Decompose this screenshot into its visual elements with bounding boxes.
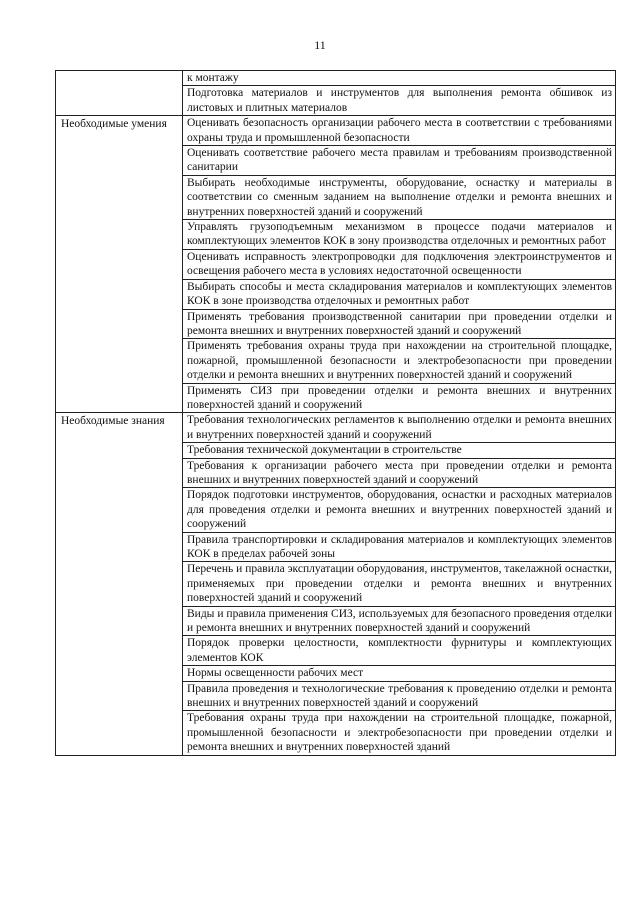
table-cell: Виды и правила применения СИЗ, используемых для безопасного проведения отделки и ремонта внешних и внутренних поверхностей зданий и сооружений [183,606,616,636]
table-cell: Правила транспортировки и складирования материалов и комплектующих элементов КОК в пределах рабочей зоны [183,532,616,562]
table-cell: Перечень и правила эксплуатации оборудования, инструментов, такелажной оснастки, применяемых при проведении отделки и ремонта внешних и внутренних поверхностей зданий и сооружений [183,562,616,606]
table-cell: Требования технической документации в строительстве [183,443,616,458]
table-cell: Требования технологических регламентов к выполнению отделки и ремонта внешних и внутренних поверхностей зданий и сооружений [183,413,616,443]
table-row [56,413,616,443]
category-cell-skills: Необходимые умения [56,116,183,413]
page-number: 11 [314,38,326,52]
table-cell: Применять требования производственной санитарии при проведении отделки и ремонта внешних и внутренних поверхностей зданий и сооружений [183,309,616,339]
table-cell: Выбирать необходимые инструменты, оборудование, оснастку и материалы в соответствии со сменным заданием на выполнение отделки и ремонта внешних и внутренних поверхностей зданий и сооружений [183,175,616,219]
table-cell: Порядок подготовки инструментов, оборудования, оснастки и расходных материалов для проведения отделки и ремонта внешних и внутренних поверхностей зданий и сооружений [183,488,616,532]
table-cell: Нормы освещенности рабочих мест [183,666,616,681]
table-cell: Управлять грузоподъемным механизмом в процессе подачи материалов и комплектующих элементов КОК в зону производства отделочных и ремонтных работ [183,220,616,250]
table-cell: Правила проведения и технологические требования к проведению отделки и ремонта внешних и внутренних поверхностей зданий и сооружений [183,681,616,711]
table-cell: Требования охраны труда при нахождении на строительной площадке, пожарной, промышленной безопасности и электробезопасности при проведении отделки и ремонта внешних и внутренних поверхностей зданий [183,711,616,755]
table-cell: Порядок проверки целостности, комплектности фурнитуры и комплектующих элементов КОК [183,636,616,666]
table-cell: Оценивать исправность электропроводки для подключения электроинструментов и освещения рабочего места в условиях недостаточной освещенности [183,249,616,279]
category-cell-continued [56,71,183,116]
table-row [56,71,616,86]
table-cell: Требования к организации рабочего места при проведении отделки и ремонта внешних и внутренних поверхностей зданий и сооружений [183,458,616,488]
table-cell: Применять требования охраны труда при нахождении на строительной площадке, пожарной, промышленной безопасности и электробезопасности при проведении отделки и ремонта внешних и внутренних поверхностей зданий и сооружений [183,339,616,383]
category-cell-knowledge: Необходимые знания [56,413,183,755]
table-cell: Выбирать способы и места складирования материалов и комплектующих элементов КОК в зоне производства отделочных и ремонтных работ [183,279,616,309]
table-cell: Подготовка материалов и инструментов для выполнения ремонта обшивок из листовых и плитных материалов [183,86,616,116]
table-cell: к монтажу [183,71,616,86]
table-cell: Оценивать соответствие рабочего места правилам и требованиям производственной санитарии [183,146,616,176]
table-cell: Оценивать безопасность организации рабочего места в соответствии с требованиями охраны труда и промышленной безопасности [183,116,616,146]
requirements-table [55,70,616,756]
table-cell: Применять СИЗ при проведении отделки и ремонта внешних и внутренних поверхностей зданий и сооружений [183,383,616,413]
table-row [56,116,616,146]
